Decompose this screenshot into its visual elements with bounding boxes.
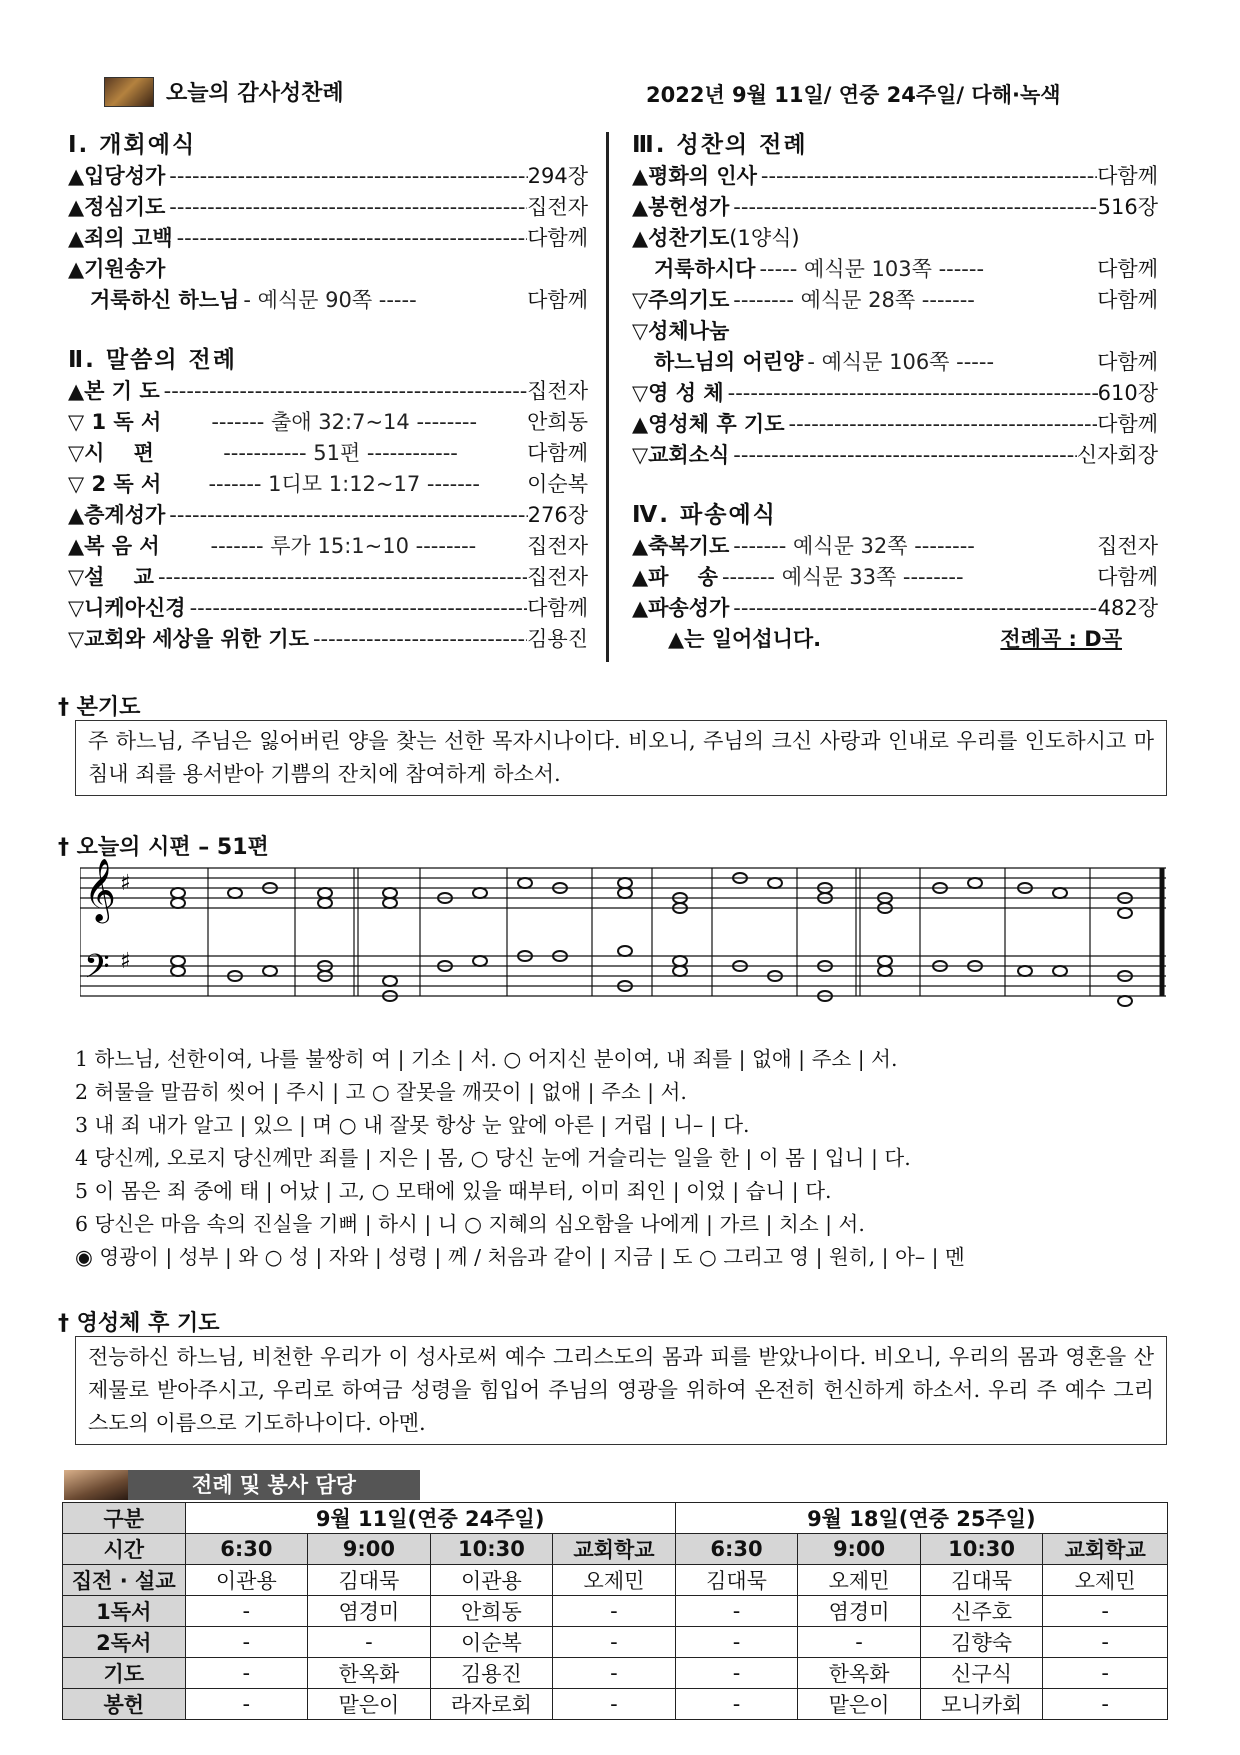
duty-table — [62, 1502, 1168, 1720]
order-row: ▲성찬기도 (1양식) — [632, 226, 800, 250]
table-row: 2독서 - - 이순복 - - - 김향숙 - — [63, 1627, 1168, 1658]
order-row: ▲평화의 인사 ----- 다함께 — [632, 161, 1158, 192]
order-row: ▽성체나눔 — [632, 319, 730, 343]
table-row: 기도 - 한옥화 김용진 - - 한옥화 신구식 - — [63, 1658, 1168, 1689]
order-row: ▽시 편 ----------- 51편 ------------ 다함께 — [68, 441, 588, 465]
liturgy-tune: 전례곡 : D곡 — [1000, 627, 1122, 651]
postcommunion-box: 전능하신 하느님, 비천한 우리가 이 성사로써 예수 그리스도의 몸과 피를 받았나이다. 비오니, 우리의 몸과 영혼을 산 제물로 받아주시고, 우리로 하여금 성령을 힘입어 주님의 영광을 위하여 온전히 헌신하게 하소서. 우리 주 예수 그리스도의 이름으로 기도하나이다. 아멘. — [75, 1336, 1167, 1445]
psalm-verses — [75, 1043, 965, 1274]
collect-box: 주 하느님, 주님은 잃어버린 양을 찾는 선한 목자시나이다. 비오니, 주님의 크신 사랑과 인내로 우리를 인도하시고 마침내 죄를 용서받아 기쁨의 잔치에 참여하게 하소서. — [75, 720, 1167, 796]
order-right-column — [632, 130, 1158, 655]
order-row: 하느님의 어린양 - 예식문 106쪽 ----- 다함께 — [654, 350, 1158, 374]
order-row: ▲입당성가 ----- 294장 — [68, 161, 588, 192]
table-header-row: 구분 9월 11일(연중 24주일) 9월 18일(연중 25주일) — [63, 1503, 1168, 1534]
table-row: 봉헌 - 맡은이 라자로회 - - 맡은이 모니카회 - — [63, 1689, 1168, 1720]
svg-text:♯: ♯ — [120, 949, 131, 974]
psalm-score — [80, 856, 1170, 1036]
order-row: ▽설 교 ----- 집전자 — [68, 562, 588, 593]
psalm-verse: 3 내 죄 내가 알고 | 있으 | 며 ○ 내 잘못 항상 눈 앞에 아른 | 거립 | 니– | 다. — [75, 1113, 750, 1137]
order-left-column — [68, 130, 588, 655]
order-row: ▲기원송가 — [68, 257, 166, 281]
order-row: ▽ 2 독 서 ------- 1디모 1:12~17 ------- 이순복 — [68, 472, 588, 496]
table-header-row: 시간 6:30 9:00 10:30 교회학교 6:30 9:00 10:30 교회학교 — [63, 1534, 1168, 1565]
postcommunion-title: † 영성체 후 기도 — [58, 1311, 220, 1336]
order-row: ▽교회와 세상을 위한 기도 ----- 김용진 — [68, 624, 588, 655]
psalm-verse: 4 당신께, 오로지 당신께만 죄를 | 지은 | 몸, ○ 당신 눈에 거슬리는 일을 한 | 이 몸 | 입니 | 다. — [75, 1146, 911, 1170]
order-row: ▽교회소식 ----- 신자회장 — [632, 440, 1158, 471]
section-word: Ⅱ. 말씀의 전례 — [68, 347, 237, 373]
bass-clef-icon: 𝄢 — [84, 948, 110, 994]
section-eucharist: Ⅲ. 성찬의 전례 — [632, 132, 808, 158]
section-dismissal: Ⅳ. 파송예식 — [632, 502, 777, 528]
duty-title-bar — [64, 1470, 420, 1500]
psalm-gloria: ◉ 영광이 | 성부 | 와 ○ 성 | 자와 | 성령 | 께 / 처음과 같이 | 지금 | 도 ○ 그리고 영 | 원히, | 아– | 멘 — [75, 1245, 965, 1269]
altar-photo — [104, 77, 154, 107]
order-row: ▲파 송 ------- 예식문 33쪽 -------- 다함께 — [632, 565, 1158, 589]
order-row: ▲파송성가 ----- 482장 — [632, 593, 1158, 624]
column-divider — [606, 132, 609, 662]
duty-title: 전례 및 봉사 담당 — [128, 1470, 420, 1500]
section-opening: Ⅰ. 개회예식 — [68, 132, 197, 158]
order-row: ▲정심기도 ----- 집전자 — [68, 192, 588, 223]
order-row: ▲축복기도 ------- 예식문 32쪽 -------- 집전자 — [632, 534, 1158, 558]
order-row: ▲본 기 도 ----- 집전자 — [68, 376, 588, 407]
stand-note: ▲는 일어섭니다. — [668, 627, 822, 651]
order-row: ▽영 성 체 ----- 610장 — [632, 378, 1158, 409]
table-row: 집전 · 설교 이관용 김대묵 이관용 오제민 김대묵 오제민 김대묵 오제민 — [63, 1565, 1168, 1596]
order-row: 거룩하신 하느님 - 예식문 90쪽 ----- 다함께 — [90, 288, 588, 312]
psalm-verse: 1 하느님, 선한이여, 나를 불쌍히 여 | 기소 | 서. ○ 어지신 분이여, 내 죄를 | 없애 | 주소 | 서. — [75, 1047, 898, 1071]
svg-text:♯: ♯ — [120, 871, 131, 896]
psalm-title: † 오늘의 시편 – 51편 — [58, 835, 269, 860]
order-row: ▲영성체 후 기도 ----- 다함께 — [632, 409, 1158, 440]
order-row: ▲봉헌성가 ----- 516장 — [632, 192, 1158, 223]
psalm-verse: 5 이 몸은 죄 중에 태 | 어났 | 고, ○ 모태에 있을 때부터, 이미 죄인 | 이었 | 습니 | 다. — [75, 1179, 832, 1203]
psalm-verse: 6 당신은 마음 속의 진실을 기뻐 | 하시 | 니 ○ 지혜의 심오함을 나에게 | 가르 | 치소 | 서. — [75, 1212, 865, 1236]
order-row: ▽주의기도 -------- 예식문 28쪽 ------- 다함께 — [632, 288, 1158, 312]
header-left — [104, 76, 344, 107]
order-row: ▽니케아신경 ----- 다함께 — [68, 593, 588, 624]
order-row: ▲복 음 서 ------- 루가 15:1~10 -------- 집전자 — [68, 534, 588, 558]
psalm-verse: 2 허물을 말끔히 씻어 | 주시 | 고 ○ 잘못을 깨끗이 | 없애 | 주소 | 서. — [75, 1080, 687, 1104]
lectern-photo — [64, 1470, 128, 1500]
table-row: 1독서 - 염경미 안희동 - - 염경미 신주호 - — [63, 1596, 1168, 1627]
treble-clef-icon: 𝄞 — [84, 858, 116, 921]
page-title: 오늘의 감사성찬례 — [166, 81, 344, 106]
order-row: 거룩하시다 ----- 예식문 103쪽 ------ 다함께 — [654, 257, 1158, 281]
service-date: 2022년 9월 11일/ 연중 24주일/ 다해·녹색 — [646, 83, 1061, 107]
order-row: ▲죄의 고백 ----- 다함께 — [68, 223, 588, 254]
order-row: ▽ 1 독 서 ------- 출애 32:7~14 -------- 안희동 — [68, 410, 588, 434]
collect-title: † 본기도 — [58, 695, 141, 720]
order-row: ▲층계성가 ----- 276장 — [68, 500, 588, 531]
order-row — [632, 624, 1158, 655]
